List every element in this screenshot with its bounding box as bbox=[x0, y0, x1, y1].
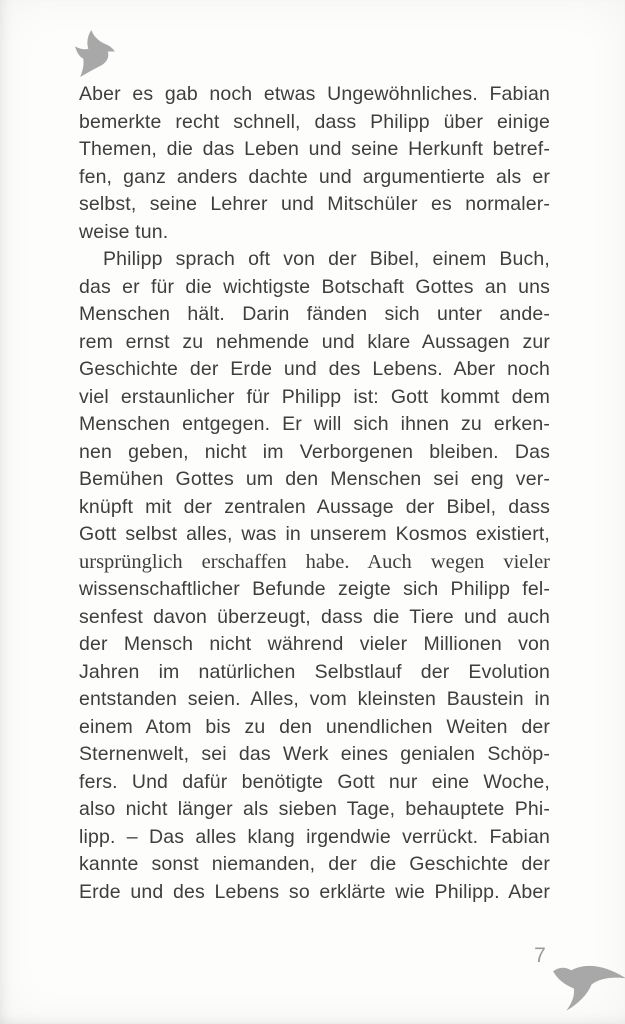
text-line: fen, ganz anders dachte und argumentierte als er bbox=[79, 165, 550, 188]
text-line: einem Atom bis zu den unendlichen Weiten der bbox=[79, 715, 550, 738]
text-line: lipp. – Das alles klang irgendwie verrückt. Fabian bbox=[79, 825, 550, 848]
text-line: nen geben, nicht im Verborgenen bleiben. Das bbox=[79, 440, 550, 463]
text-line: Themen, die das Leben und seine Herkunft betref- bbox=[79, 138, 550, 160]
text-line: Aber es gab noch etwas Ungewöhnliches. Fabian bbox=[79, 83, 550, 105]
text-line: knüpft mit der zentralen Aussage der Bibel, dass bbox=[79, 495, 550, 518]
text-line: das er für die wichtigste Botschaft Gottes an uns bbox=[79, 275, 550, 298]
text-line: senfest davon überzeugt, dass die Tiere und auch bbox=[79, 605, 550, 628]
text-line: kannte sonst niemanden, der die Geschichte der bbox=[79, 853, 550, 875]
text-line: Bemühen Gottes um den Menschen sei eng ver- bbox=[79, 468, 550, 490]
text-line: Gott selbst alles, was in unserem Kosmos existiert, bbox=[79, 523, 550, 545]
text-line: also nicht länger als sieben Tage, behauptete Phi- bbox=[79, 798, 550, 820]
text-line: bemerkte recht schnell, dass Philipp über einige bbox=[79, 110, 550, 133]
text-line: wissenschaftlicher Befunde zeigte sich Philipp fel- bbox=[79, 578, 550, 600]
text-line: selbst, seine Lehrer und Mitschüler es normaler- bbox=[79, 193, 550, 215]
text-line: Jahren im natürlichen Selbstlauf der Evolution bbox=[79, 660, 550, 683]
text-line: der Mensch nicht während vieler Millionen von bbox=[79, 633, 550, 655]
dove-icon bbox=[548, 961, 625, 1012]
page-number: 7 bbox=[534, 944, 546, 967]
text-line: Sternenwelt, sei das Werk eines genialen Schöp- bbox=[79, 743, 550, 765]
text-line: Menschen hält. Darin fänden sich unter ande- bbox=[79, 303, 550, 325]
text-line: Philipp sprach oft von der Bibel, einem Buch, bbox=[103, 248, 550, 270]
text-line: Erde und des Lebens so erklärte wie Philipp. Aber bbox=[79, 880, 550, 903]
text-line: fers. Und dafür benötigte Gott nur eine Woche, bbox=[79, 770, 550, 793]
text-line: ursprünglich erschaffen habe. Auch wegen vieler bbox=[79, 550, 550, 573]
text-line: entstanden seien. Alles, vom kleinsten Baustein in bbox=[79, 688, 550, 710]
text-line: rem ernst zu nehmende und klare Aussagen zur bbox=[79, 330, 550, 353]
dove-icon bbox=[75, 30, 120, 77]
text-line: Geschichte der Erde und des Lebens. Aber noch bbox=[79, 358, 550, 380]
page-text bbox=[79, 81, 550, 906]
text-line: weise tun. bbox=[79, 220, 169, 243]
text-line: viel erstaunlicher für Philipp ist: Gott kommt dem bbox=[79, 385, 550, 408]
text-line: Menschen entgegen. Er will sich ihnen zu erken- bbox=[79, 413, 550, 435]
